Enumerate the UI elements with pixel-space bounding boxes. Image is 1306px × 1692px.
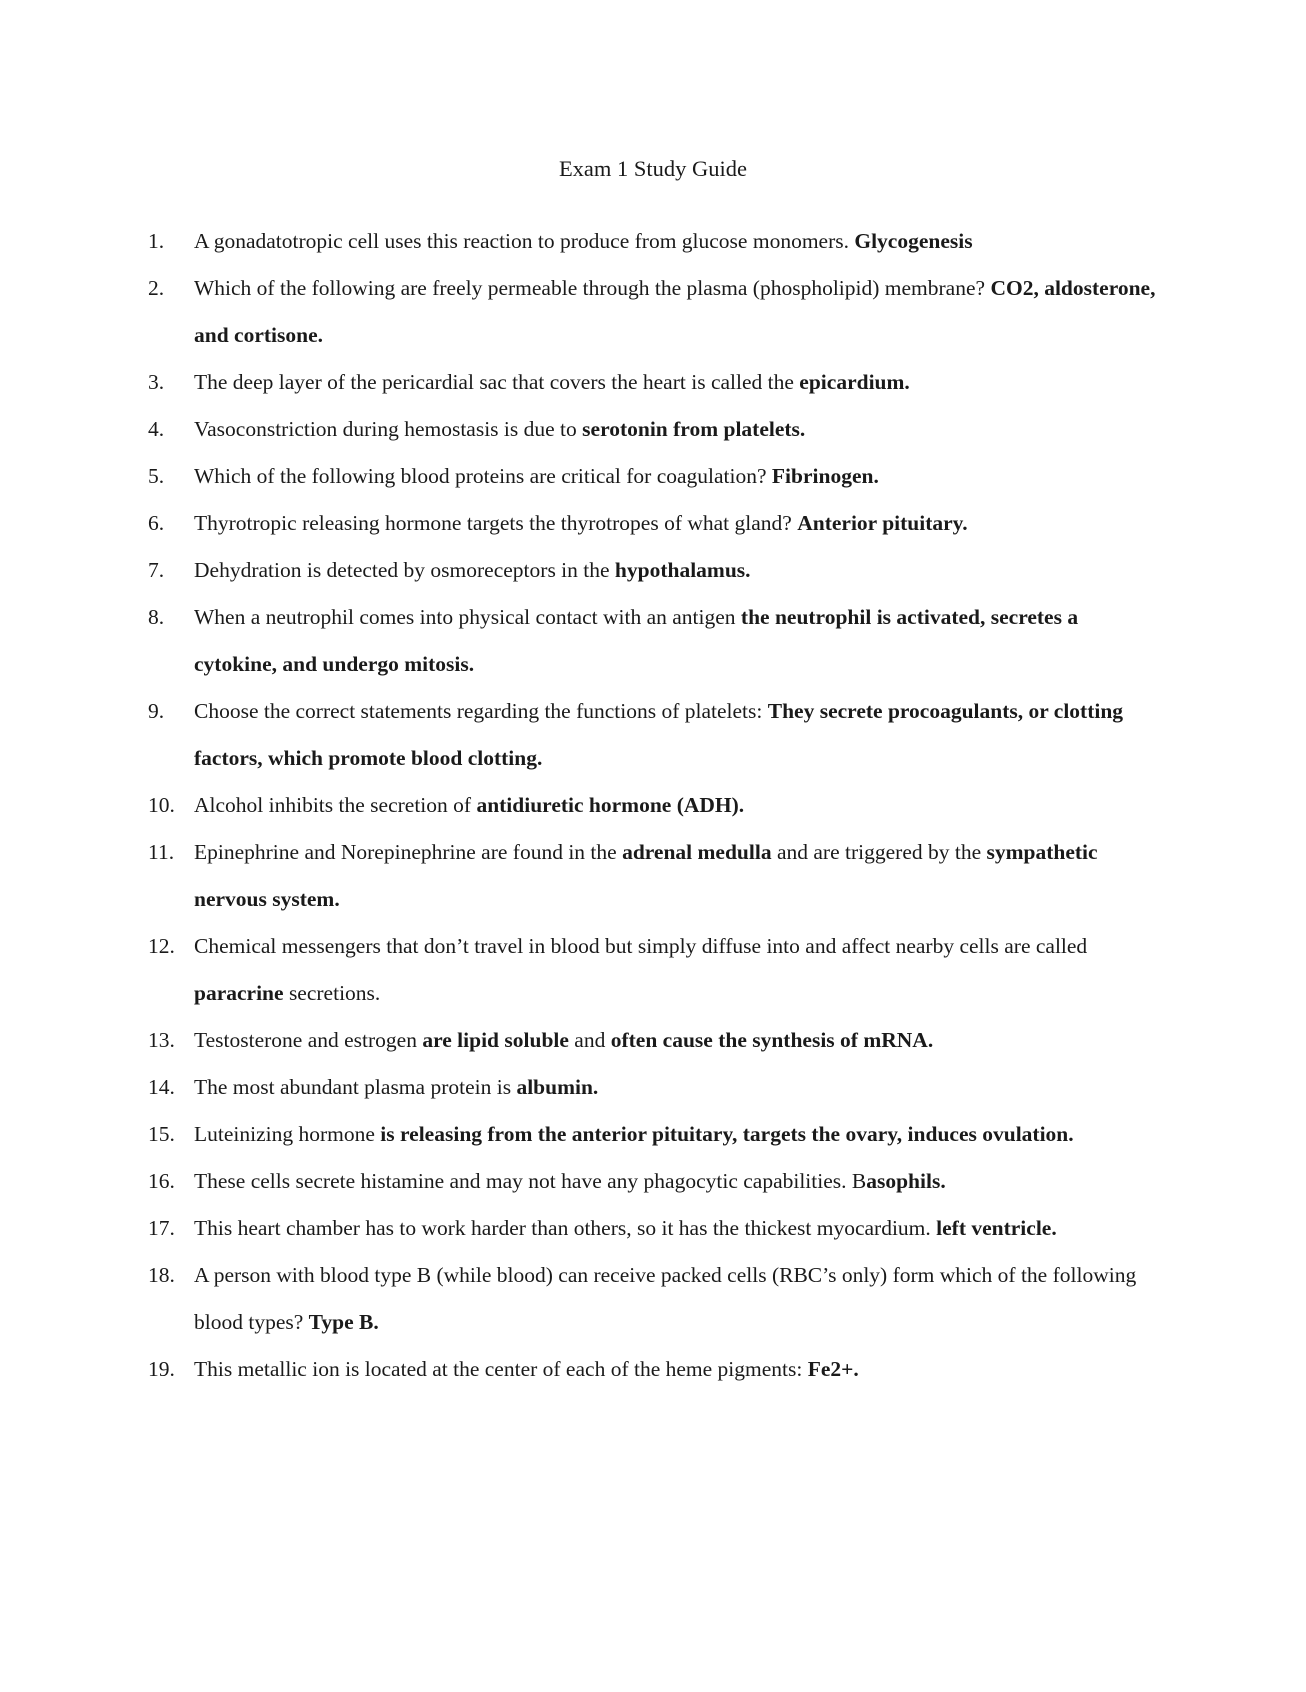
- question-number: 6.: [148, 511, 165, 535]
- answer-text: epicardium.: [799, 370, 910, 394]
- question-text: [194, 511, 968, 535]
- question-item: [148, 547, 1158, 594]
- question-item: [148, 218, 1158, 265]
- question-item: [148, 1111, 1158, 1158]
- question-prompt: This metallic ion is located at the center of each of the heme pigments:: [194, 1357, 808, 1381]
- question-item: [148, 782, 1158, 829]
- answer-text: hypothalamus.: [614, 558, 751, 582]
- question-prompt: The most abundant plasma protein is: [194, 1075, 517, 1099]
- question-prompt: Thyrotropic releasing hormone targets the thyrotropes of what gland?: [194, 511, 798, 535]
- question-text: [194, 558, 751, 582]
- question-text: [194, 1169, 946, 1193]
- question-prompt: and: [568, 1028, 611, 1052]
- question-number: 7.: [148, 558, 165, 582]
- question-text: [194, 370, 910, 394]
- question-prompt: Luteinizing hormone: [194, 1122, 381, 1146]
- question-number: 15.: [148, 1122, 175, 1146]
- question-prompt: This heart chamber has to work harder than others, so it has the thickest myocardium.: [194, 1216, 937, 1240]
- answer-text: asophils.: [866, 1169, 946, 1193]
- question-number: 13.: [148, 1028, 175, 1052]
- question-item: [148, 359, 1158, 406]
- question-text: [194, 793, 744, 817]
- question-number: 14.: [148, 1075, 175, 1099]
- question-text: [194, 934, 1087, 1005]
- question-prompt: When a neutrophil comes into physical contact with an antigen: [194, 605, 741, 629]
- answer-text: CO2, aldosterone, and cortisone.: [194, 276, 1156, 347]
- question-number: 1.: [148, 229, 165, 253]
- question-prompt: A gonadatotropic cell uses this reaction to produce from glucose monomers.: [194, 229, 855, 253]
- question-item: [148, 1252, 1158, 1346]
- question-number: 11.: [148, 840, 175, 864]
- answer-text: serotonin from platelets.: [582, 417, 806, 441]
- question-prompt: A person with blood type B (while blood) can receive packed cells (RBC’s only) form which of the following blood types?: [194, 1263, 1137, 1334]
- question-number: 16.: [148, 1169, 175, 1193]
- question-item: [148, 594, 1158, 688]
- question-prompt: The deep layer of the pericardial sac that covers the heart is called the: [194, 370, 800, 394]
- answer-text: paracrine: [194, 981, 284, 1005]
- question-item: [148, 1158, 1158, 1205]
- question-prompt: secretions.: [283, 981, 381, 1005]
- question-item: [148, 688, 1158, 782]
- question-list: [148, 218, 1158, 1393]
- question-number: 9.: [148, 699, 165, 723]
- question-prompt: Which of the following blood proteins are critical for coagulation?: [194, 464, 772, 488]
- question-text: [194, 699, 1123, 770]
- question-prompt: Choose the correct statements regarding the functions of platelets:: [194, 699, 768, 723]
- answer-text: is releasing from the anterior pituitary, targets the ovary, induces ovulation.: [380, 1122, 1074, 1146]
- question-text: [194, 1263, 1136, 1334]
- question-item: [148, 923, 1158, 1017]
- question-item: [148, 829, 1158, 923]
- question-number: 17.: [148, 1216, 175, 1240]
- question-number: 8.: [148, 605, 165, 629]
- question-text: [194, 1028, 933, 1052]
- question-prompt: Dehydration is detected by osmoreceptors in the: [194, 558, 615, 582]
- question-text: [194, 1075, 598, 1099]
- question-item: [148, 1346, 1158, 1393]
- answer-text: Glycogenesis: [854, 229, 973, 253]
- question-prompt: Testosterone and estrogen: [194, 1028, 423, 1052]
- document-title: Exam 1 Study Guide: [558, 156, 748, 181]
- question-prompt: Epinephrine and Norepinephrine are found in the: [194, 840, 623, 864]
- answer-text: often cause the synthesis of mRNA.: [610, 1028, 934, 1052]
- question-prompt: Which of the following are freely permeable through the plasma (phospholipid) membrane?: [194, 276, 991, 300]
- question-item: [148, 1017, 1158, 1064]
- question-item: [148, 453, 1158, 500]
- question-item: [148, 1064, 1158, 1111]
- answer-text: They secrete procoagulants, or clotting factors, which promote blood clotting.: [194, 699, 1124, 770]
- question-text: [194, 464, 879, 488]
- answer-text: albumin.: [516, 1075, 599, 1099]
- answer-text: antidiuretic hormone (ADH).: [476, 793, 745, 817]
- question-text: [194, 229, 973, 253]
- answer-text: adrenal medulla: [622, 840, 772, 864]
- answer-text: Fibrinogen.: [771, 464, 879, 488]
- question-item: [148, 500, 1158, 547]
- question-item: [148, 1205, 1158, 1252]
- question-text: [194, 1216, 1057, 1240]
- question-number: 18.: [148, 1263, 175, 1287]
- question-number: 12.: [148, 934, 175, 958]
- question-number: 4.: [148, 417, 165, 441]
- question-text: [194, 417, 805, 441]
- question-text: [194, 840, 1098, 911]
- question-item: [148, 265, 1158, 359]
- question-prompt: Vasoconstriction during hemostasis is due to: [194, 417, 583, 441]
- answer-text: Fe2+.: [807, 1357, 859, 1381]
- question-number: 19.: [148, 1357, 175, 1381]
- question-prompt: Chemical messengers that don’t travel in blood but simply diffuse into and affect nearby cells are called: [194, 934, 1088, 958]
- answer-text: Type B.: [308, 1310, 379, 1334]
- question-prompt: Alcohol inhibits the secretion of: [194, 793, 477, 817]
- question-number: 3.: [148, 370, 165, 394]
- question-text: [194, 276, 1155, 347]
- answer-text: sympathetic nervous system.: [194, 840, 1098, 911]
- answer-text: are lipid soluble: [422, 1028, 569, 1052]
- question-text: [194, 605, 1078, 676]
- question-item: [148, 406, 1158, 453]
- answer-text: the neutrophil is activated, secretes a cytokine, and undergo mitosis.: [194, 605, 1079, 676]
- question-text: [194, 1357, 859, 1381]
- answer-text: Anterior pituitary.: [797, 511, 968, 535]
- question-prompt: and are triggered by the: [771, 840, 987, 864]
- question-number: 10.: [148, 793, 175, 817]
- question-text: [194, 1122, 1074, 1146]
- question-number: 2.: [148, 276, 165, 300]
- question-prompt: These cells secrete histamine and may not have any phagocytic capabilities. B: [194, 1169, 867, 1193]
- answer-text: left ventricle.: [936, 1216, 1057, 1240]
- question-number: 5.: [148, 464, 165, 488]
